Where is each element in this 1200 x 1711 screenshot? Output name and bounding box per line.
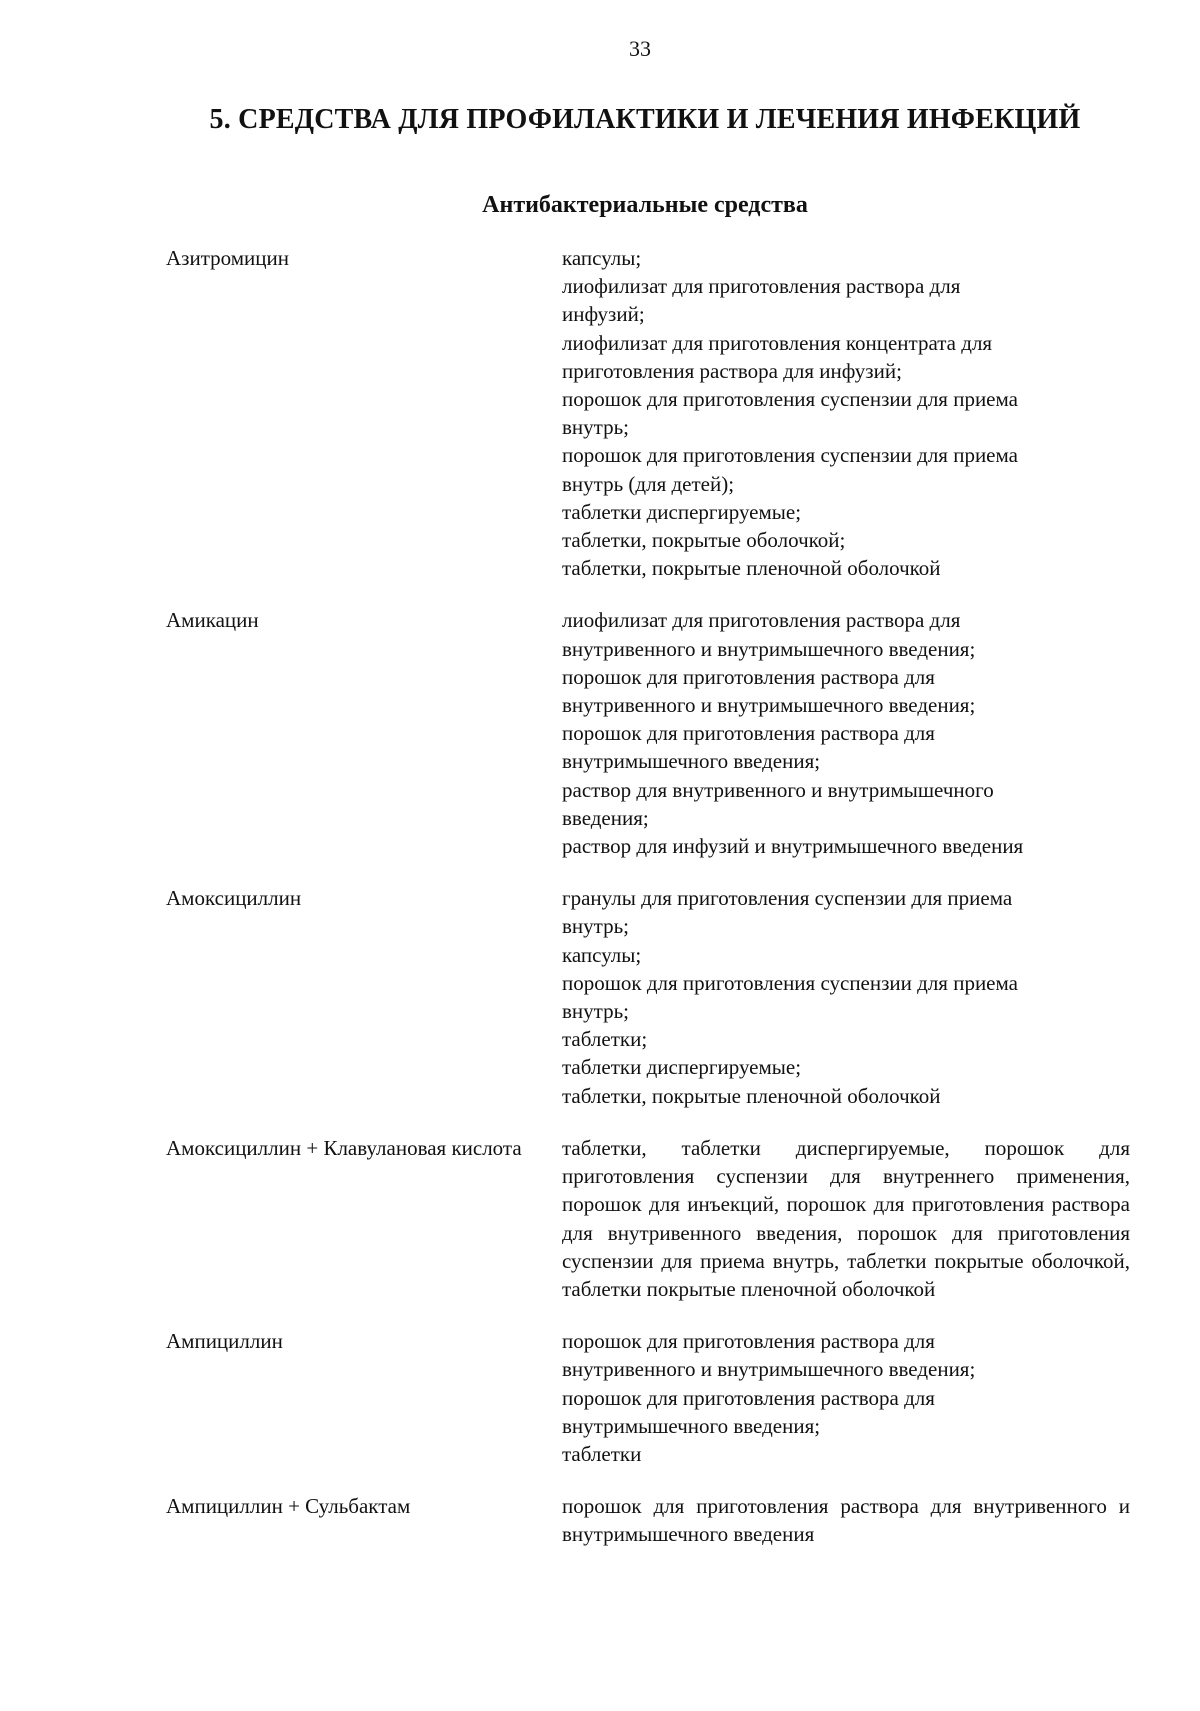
dosage-form-line: внутрь; bbox=[562, 914, 629, 939]
dosage-form-line: раствор для внутривенного и внутримышечного bbox=[562, 777, 994, 802]
section-title: 5. СРЕДСТВА ДЛЯ ПРОФИЛАКТИКИ И ЛЕЧЕНИЯ ИНФЕКЦИЙ bbox=[209, 104, 1081, 135]
dosage-form-line: внутрь; bbox=[562, 999, 629, 1024]
dosage-form-line: таблетки bbox=[562, 1441, 642, 1466]
dosage-form-line: порошок для приготовления раствора для bbox=[562, 721, 935, 746]
subsection-title: Антибактериальные средства bbox=[482, 192, 808, 218]
drug-name: Ампициллин + Сульбактам bbox=[166, 1494, 411, 1519]
dosage-form-line: таблетки, покрытые пленочной оболочкой bbox=[562, 556, 941, 581]
drug-name: Амоксициллин bbox=[166, 886, 302, 911]
dosage-form-line: внутривенного и внутримышечного введения; bbox=[562, 636, 976, 661]
dosage-form-line: таблетки диспергируемые; bbox=[562, 499, 802, 524]
dosage-form-line: внутрь; bbox=[562, 415, 629, 440]
dosage-forms-paragraph: таблетки, таблетки диспергируемые, порошок для приготовления суспензии для внутреннего применения, порошок для инъекций, порошок для приготовления раствора для внутривенного введения, порошок для приготовления суспензии для приема внутрь, таблетки покрытые оболочкой, таблетки покрытые пленочной оболочкой bbox=[562, 1135, 1130, 1301]
dosage-form-line: лиофилизат для приготовления раствора для bbox=[562, 608, 961, 633]
dosage-form-line: порошок для приготовления раствора для bbox=[562, 1329, 935, 1354]
dosage-form-line: гранулы для приготовления суспензии для приема bbox=[562, 886, 1013, 911]
dosage-forms bbox=[562, 884, 1130, 1110]
dosage-form-line: капсулы; bbox=[562, 246, 642, 270]
drug-entry bbox=[166, 884, 1130, 1110]
dosage-form-line: лиофилизат для приготовления концентрата для bbox=[562, 330, 993, 355]
dosage-form-line: внутривенного и внутримышечного введения; bbox=[562, 693, 976, 718]
dosage-form-line: порошок для приготовления раствора для bbox=[562, 1385, 935, 1410]
drug-list bbox=[166, 244, 1130, 1573]
drug-entry bbox=[166, 1327, 1130, 1468]
dosage-form-line: порошок для приготовления раствора для bbox=[562, 664, 935, 689]
drug-name: Ампициллин bbox=[166, 1329, 283, 1354]
dosage-form-line: капсулы; bbox=[562, 942, 642, 967]
dosage-form-line: внутривенного и внутримышечного введения; bbox=[562, 1357, 976, 1382]
dosage-form-line: лиофилизат для приготовления раствора для bbox=[562, 274, 961, 299]
drug-entry bbox=[166, 606, 1130, 860]
dosage-forms-paragraph: порошок для приготовления раствора для внутривенного и внутримышечного введения bbox=[562, 1494, 1130, 1547]
dosage-form-line: порошок для приготовления суспензии для приема bbox=[562, 970, 1018, 995]
drug-name: Азитромицин bbox=[166, 246, 289, 270]
dosage-form-line: раствор для инфузий и внутримышечного введения bbox=[562, 834, 1024, 859]
page-number: 33 bbox=[629, 36, 651, 61]
dosage-form-line: внутримышечного введения; bbox=[562, 749, 821, 774]
dosage-form-line: таблетки, покрытые пленочной оболочкой bbox=[562, 1083, 941, 1108]
drug-entry bbox=[166, 1134, 1130, 1303]
dosage-form-line: порошок для приготовления суспензии для приема bbox=[562, 443, 1018, 468]
drug-name: Амоксициллин + Клавулановая кислота bbox=[166, 1135, 522, 1160]
dosage-forms bbox=[562, 606, 1130, 860]
dosage-forms bbox=[562, 244, 1130, 582]
dosage-form-line: внутрь (для детей); bbox=[562, 471, 735, 496]
drug-entry bbox=[166, 1492, 1130, 1548]
dosage-form-line: таблетки, покрытые оболочкой; bbox=[562, 528, 846, 553]
drug-name: Амикацин bbox=[166, 608, 259, 633]
drug-entry bbox=[166, 244, 1130, 582]
dosage-form-line: порошок для приготовления суспензии для приема bbox=[562, 387, 1018, 412]
dosage-form-line: таблетки диспергируемые; bbox=[562, 1055, 802, 1080]
dosage-form-line: таблетки; bbox=[562, 1027, 648, 1052]
dosage-form-line: приготовления раствора для инфузий; bbox=[562, 358, 902, 383]
dosage-form-line: инфузий; bbox=[562, 302, 645, 327]
dosage-form-line: введения; bbox=[562, 805, 649, 830]
dosage-forms bbox=[562, 1327, 1130, 1468]
dosage-form-line: внутримышечного введения; bbox=[562, 1413, 821, 1438]
